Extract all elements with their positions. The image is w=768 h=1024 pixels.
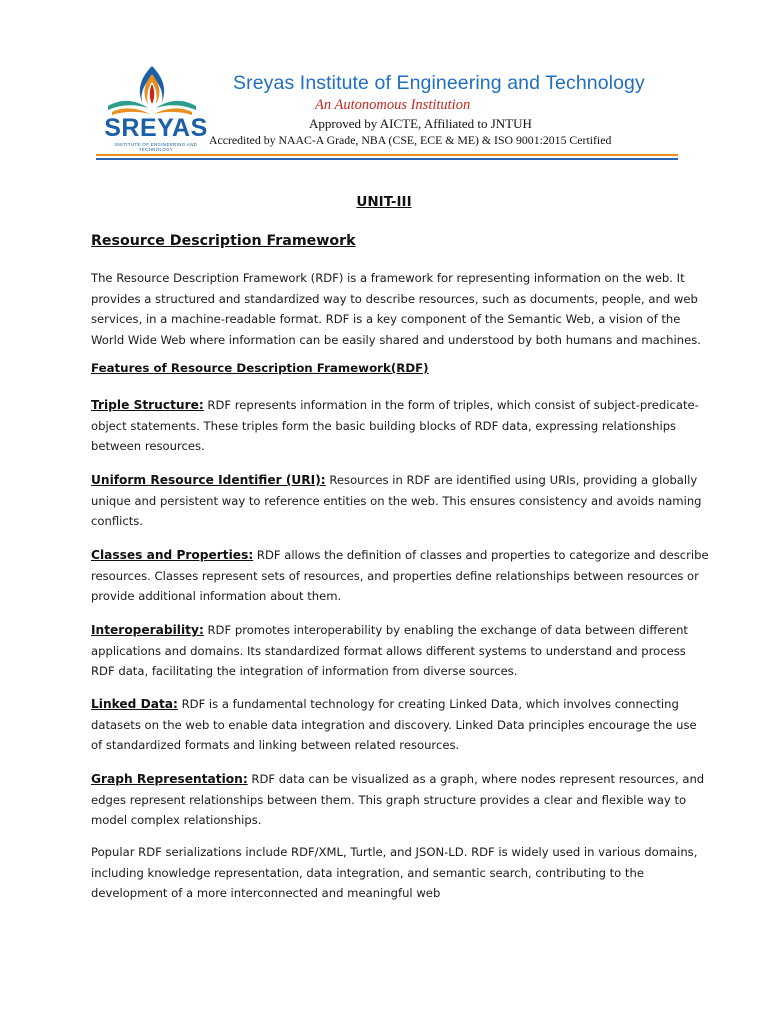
feature-term: Classes and Properties:	[91, 548, 254, 562]
logo-tagline: INSTITUTE OF ENGINEERING AND TECHNOLOGY	[114, 142, 198, 152]
feature-text: model complex relationships.	[91, 813, 262, 827]
unit-title: UNIT-III	[356, 194, 412, 210]
feature-term: Graph Representation:	[91, 772, 248, 786]
feature-triple-structure	[91, 395, 699, 457]
closing-line: Popular RDF serializations include RDF/XML, Turtle, and JSON-LD. RDF is widely used in various domains,	[91, 845, 698, 859]
header-divider-orange	[96, 154, 678, 156]
intro-paragraph	[91, 268, 701, 350]
features-title: Features of Resource Description Framework(RDF)	[91, 361, 429, 375]
institution-logo	[100, 62, 212, 154]
feature-text: between resources.	[91, 439, 205, 453]
feature-text: unique and persistent way to reference entities on the web. This ensures consistency and avoids naming	[91, 493, 702, 508]
section-title: Resource Description Framework	[91, 233, 356, 249]
logo-wordmark: SREYAS	[104, 114, 208, 142]
closing-line: development of a more interconnected and meaningful web	[91, 886, 441, 900]
feature-term: Uniform Resource Identifier (URI):	[91, 473, 326, 487]
feature-classes-properties	[91, 545, 709, 607]
feature-text: RDF data can be visualized as a graph, where nodes represent resources, and	[247, 772, 705, 786]
feature-term: Linked Data:	[91, 697, 178, 711]
feature-linked-data	[91, 694, 697, 756]
header-divider-blue	[96, 158, 678, 160]
feature-text: RDF allows the definition of classes and properties to categorize and describe	[253, 548, 709, 562]
feature-text: provide additional information about them.	[91, 589, 342, 603]
institution-accreditation: Accredited by NAAC-A Grade, NBA (CSE, ECE & ME) & ISO 9001:2015 Certified	[209, 133, 612, 147]
feature-interoperability	[91, 620, 691, 682]
feature-graph-representation	[91, 769, 705, 831]
institution-approval: Approved by AICTE, Affiliated to JNTUH	[309, 116, 532, 131]
feature-text: RDF promotes interoperability by enabling the exchange of data between different	[203, 623, 688, 637]
institution-subtitle: An Autonomous Institution	[315, 97, 471, 113]
feature-text: RDF is a fundamental technology for creating Linked Data, which involves connecting	[177, 697, 679, 711]
letterhead	[0, 0, 768, 170]
feature-text: resources. Classes represent sets of resources, and properties define relationships between resources or	[91, 568, 699, 583]
feature-uri	[91, 470, 702, 532]
feature-text: of standardized formats and linking between related resources.	[91, 738, 460, 752]
feature-text: RDF represents information in the form of triples, which consist of subject-predicate-	[203, 398, 699, 412]
intro-line: The Resource Description Framework (RDF) is a framework for representing information on the web. It	[91, 271, 685, 285]
intro-line: World Wide Web where information can be easily shared and understood by both humans and machines.	[91, 332, 701, 347]
feature-term: Triple Structure:	[91, 398, 204, 412]
feature-text: RDF data, facilitating the integration of information from diverse sources.	[91, 664, 518, 678]
institution-name: Sreyas Institute of Engineering and Technology	[233, 72, 645, 94]
feature-term: Interoperability:	[91, 623, 204, 637]
feature-text: conflicts.	[91, 514, 143, 528]
feature-text: datasets on the web to enable data integration and discovery. Linked Data principles encourage the use	[91, 717, 697, 732]
feature-text: Resources in RDF are identified using URIs, providing a globally	[325, 473, 698, 487]
intro-line: services, in a machine-readable format. RDF is a key component of the Semantic Web, a vision of the	[91, 312, 681, 326]
feature-text: object statements. These triples form the basic building blocks of RDF data, expressing relationships	[91, 418, 677, 433]
feature-text: edges represent relationships between them. This graph structure provides a clear and flexible way to	[91, 792, 687, 807]
feature-text: applications and domains. Its standardized format allows different systems to understand and process	[91, 643, 686, 658]
intro-line: provides a structured and standardized way to describe resources, such as documents, people, and web	[91, 291, 698, 306]
closing-line: including knowledge representation, data integration, and semantic search, contributing to the	[91, 865, 644, 880]
closing-paragraph	[91, 842, 698, 904]
